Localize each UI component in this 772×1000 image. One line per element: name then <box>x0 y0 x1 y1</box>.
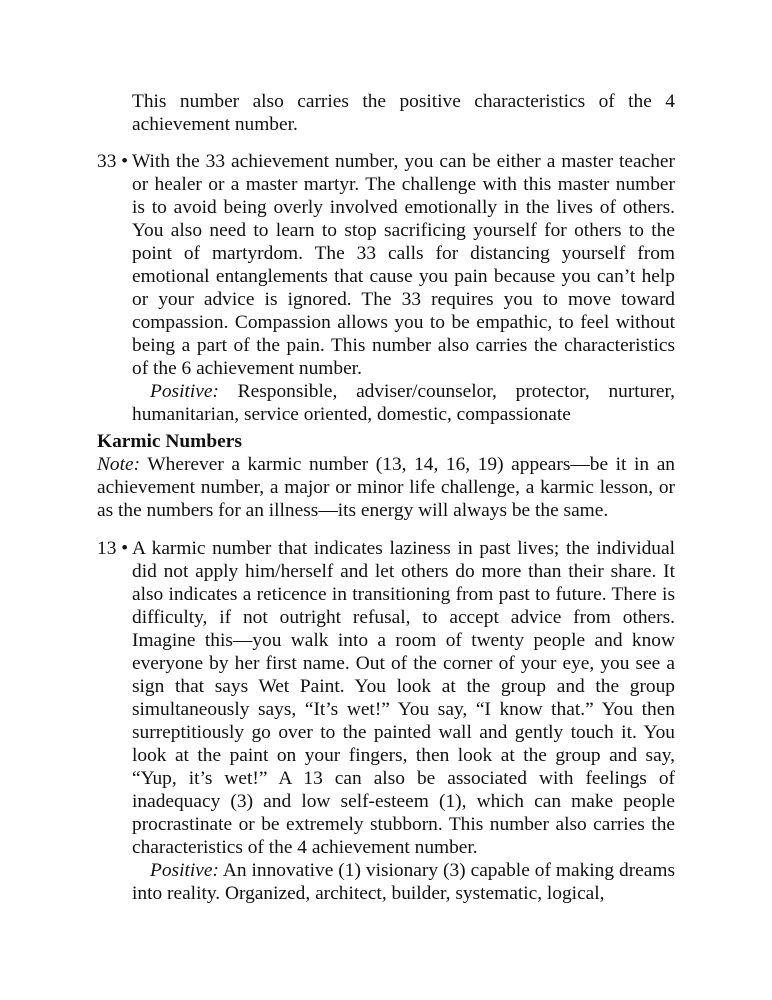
entry-13-positive <box>97 859 675 905</box>
entry-33-positive <box>97 380 675 426</box>
section-note <box>97 453 675 522</box>
entry-33-positive-label: Positive: <box>150 381 219 402</box>
continuation-paragraph: This number also carries the positive characteristics of the 4 achievement number. <box>132 91 675 135</box>
entry-33-paragraph <box>97 150 675 380</box>
karmic-section <box>97 430 675 522</box>
section-heading: Karmic Numbers <box>97 431 242 452</box>
entry-13-positive-label: Positive: <box>150 860 219 881</box>
entry-33-positive-text: Responsible, adviser/counselor, protector, nurturer, humanitarian, service oriented, domestic, compassionate <box>132 381 675 425</box>
entry-13-positive-text: An innovative (1) visionary (3) capable of making dreams into reality. Organized, architect, builder, systematic, logical, <box>132 860 676 904</box>
entry-13-text: A karmic number that indicates laziness in past lives; the individual did not apply him/herself and let others do more than their share. It also indicates a reticence in transitioning from past to future. There is difficulty, if not outright refusal, to accept advice from others. Imagine this—you walk into a room of twenty people and know everyone by her first name. Out of the corner of your eye, you see a sign that says Wet Paint. You look at the group and the group simultaneously says, “It’s wet!” You say, “I know that.” You then surreptitiously go over to the painted wall and gently touch it. You look at the paint on your fingers, then look at the group and say, “Yup, it’s wet!” A 13 can also be associated with feelings of inadequacy (3) and low self-esteem (1), which can make people procrastinate or be extremely stubborn. This number also carries the characteristics of the 4 achievement number. <box>132 538 675 858</box>
entry-13-paragraph <box>97 537 675 859</box>
entry-13 <box>97 537 675 905</box>
note-text: Wherever a karmic number (13, 14, 16, 19) appears—be it in an achievement number, a major or minor life challenge, a karmic lesson, or as the numbers for an illness—its energy will always be the same. <box>97 454 676 521</box>
continuation-block <box>97 90 675 136</box>
entry-33 <box>97 150 675 426</box>
entry-13-number: 13 • <box>97 538 129 559</box>
note-label: Note: <box>97 454 141 475</box>
entry-33-number: 33 • <box>97 151 129 172</box>
entry-33-text: With the 33 achievement number, you can be either a master teacher or healer or a master martyr. The challenge with this master number is to avoid being overly involved emotionally in the lives of others. You also need to learn to stop sacrificing yourself for others to the point of martyrdom. The 33 calls for distancing yourself from emotional entanglements that cause you pain because you can’t help or your advice is ignored. The 33 requires you to move toward compassion. Compassion allows you to be empathic, to feel without being a part of the pain. This number also carries the characteristics of the 6 achievement number. <box>132 151 675 379</box>
